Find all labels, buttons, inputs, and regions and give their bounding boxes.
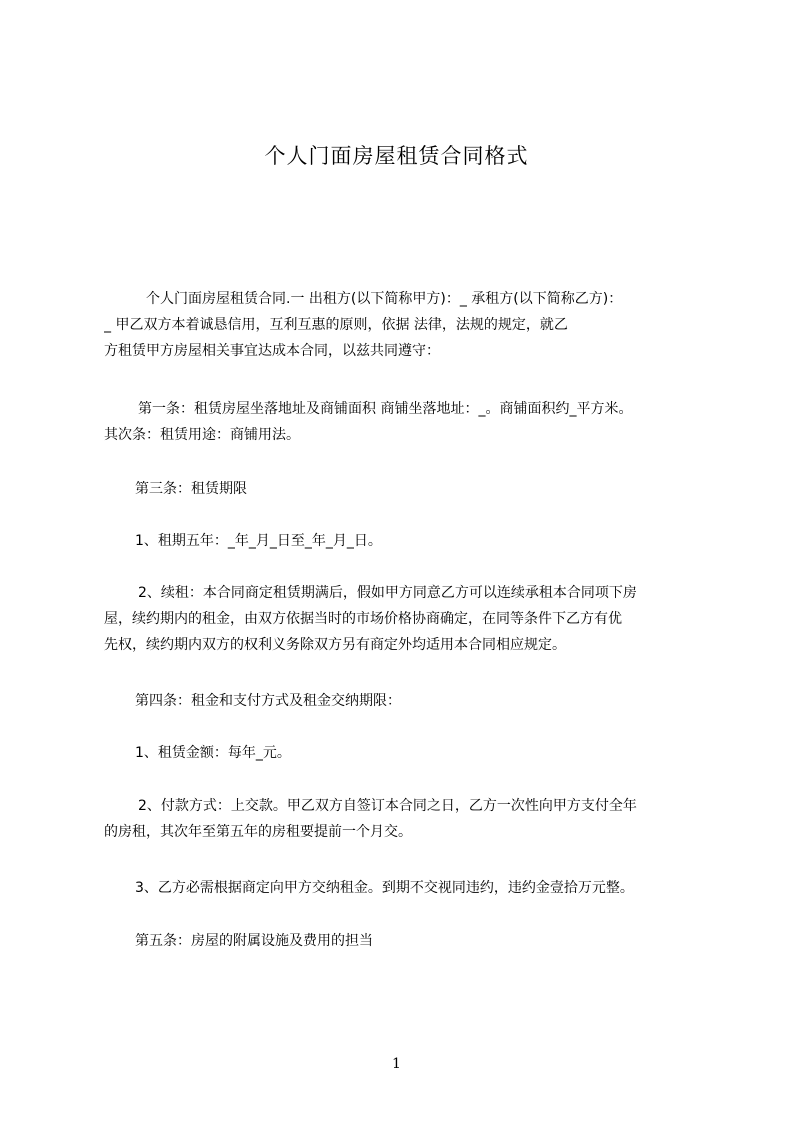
article3-heading: 第三条：租赁期限 — [135, 481, 247, 497]
article1-line-1: 第一条：租赁房屋坐落地址及商铺面积 商铺坐落地址：_。商铺面积约_平方米。 — [138, 401, 633, 417]
article3-item2-line-3: 先权，续约期内双方的权利义务除双方另有商定外均适用本合同相应规定。 — [104, 637, 566, 653]
article4-item3-paragraph — [104, 875, 700, 901]
article4-heading: 第四条：租金和支付方式及租金交纳期限： — [135, 693, 401, 709]
page-number: 1 — [392, 1056, 401, 1072]
article4-item1: 1、租赁金额：每年_元。 — [135, 745, 291, 761]
intro-line-2: _ 甲乙双方本着诚恳信用，互利互惠的原则，依据 法律，法规的规定，就乙 — [104, 317, 568, 333]
article4-item1-paragraph — [104, 740, 700, 766]
article3-item2-line-2: 屋，续约期内的租金，由双方依据当时的市场价格协商确定，在同等条件下乙方有优 — [104, 611, 622, 627]
article3-item1: 1、租期五年：_年_月_日至_年_月_日。 — [135, 533, 382, 549]
article3-item2-line-1: 2、续租：本合同商定租赁期满后，假如甲方同意乙方可以连续承租本合同项下房 — [138, 585, 637, 601]
document-title: 个人门面房屋租赁合同格式 — [264, 144, 529, 168]
intro-paragraph — [104, 286, 700, 364]
article4-item2-paragraph — [104, 793, 700, 845]
article4-heading-paragraph — [104, 688, 700, 714]
article3-item2-paragraph — [104, 580, 700, 658]
article1-line-2: 其次条：租赁用途：商铺用法。 — [104, 427, 300, 443]
article5-heading-paragraph — [104, 928, 700, 954]
article5-heading: 第五条：房屋的附属设施及费用的担当 — [135, 933, 373, 949]
article3-heading-paragraph — [104, 476, 700, 502]
intro-line-1: 个人门面房屋租赁合同.一 出租方(以下简称甲方)：_ 承租方(以下简称乙方)： — [146, 291, 623, 307]
article4-item3: 3、乙方必需根据商定向甲方交纳租金。到期不交视同违约，违约金壹拾万元整。 — [135, 880, 634, 896]
article4-item2-line-2: 的房租，其次年至第五年的房租要提前一个月交。 — [104, 824, 412, 840]
intro-line-3: 方租赁甲方房屋相关事宜达成本合同，以兹共同遵守： — [104, 343, 440, 359]
article3-item1-paragraph — [104, 528, 700, 554]
article1-paragraph — [104, 396, 700, 448]
article4-item2-line-1: 2、付款方式：上交款。甲乙双方自签订本合同之日，乙方一次性向甲方支付全年 — [138, 798, 637, 814]
